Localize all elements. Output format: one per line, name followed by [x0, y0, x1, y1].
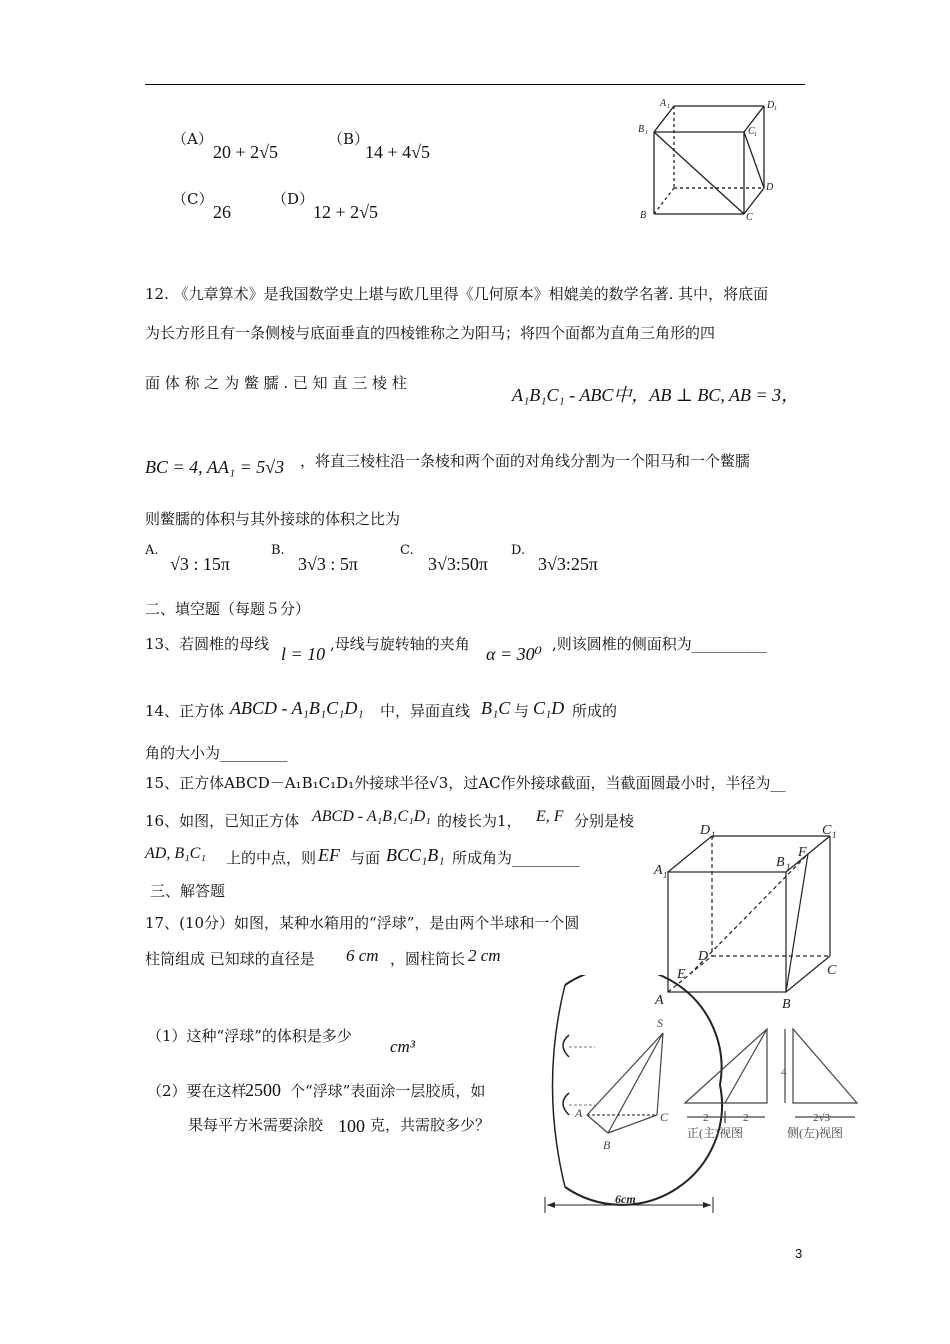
- q16-label-c1: C: [822, 823, 832, 838]
- q16-text-e: 与面: [350, 849, 381, 867]
- q17-line2-b: ，圆柱筒长: [390, 950, 466, 968]
- q14-line2: 角的大小为_________: [145, 744, 288, 762]
- q17-label-a: A: [575, 1106, 583, 1120]
- q17-label-s: S: [657, 1016, 663, 1030]
- q16-label-b1-sub: 1: [786, 862, 791, 872]
- q17-front-view-label: 正(主)视图: [687, 1126, 743, 1140]
- q17-math-2500: 2500: [245, 1080, 281, 1100]
- q17-math-100: 100: [338, 1116, 365, 1136]
- q11-a-label: （A）: [172, 130, 213, 148]
- q17-part2-a: （2）要在这样: [147, 1082, 247, 1100]
- q17-line1: 17、(10分）如图，某种水箱用的“浮球”，是由两个半球和一个圆: [145, 914, 580, 932]
- q16-label-a1: A: [654, 863, 663, 878]
- q12-line1: 12. 《九章算术》是我国数学史上堪与欧几里得《几何原本》相媲美的数学名著. 其中，将底面: [145, 285, 769, 303]
- q15-line: 15、正方体ABCD－A₁B₁C₁D₁外接球半径√3，过AC作外接球截面，当截面圆最小时，半径为__: [145, 774, 786, 792]
- q16-text-a: 16、如图，已知正方体: [145, 812, 300, 830]
- q14-math-cube: ABCD - A₁B₁C₁D₁: [230, 698, 364, 718]
- q12-line2: 为长方形且有一条侧棱与底面垂直的四棱锥称之为阳马；将四个面都为直角三角形的四: [145, 324, 716, 342]
- q11-a-value: 20 + 2√5: [213, 142, 279, 162]
- q12-line5: 则鳖臑的体积与其外接球的体积之比为: [145, 510, 401, 528]
- q16-label-c1-sub: 1: [832, 830, 837, 840]
- q14-text-d: 所成的: [572, 702, 618, 720]
- q17-label-c: C: [660, 1110, 669, 1124]
- q16-text-c: 分别是棱: [574, 812, 635, 830]
- q17-side-dim-width: 2√3: [813, 1112, 831, 1124]
- q16-math-face: BCC₁B₁: [386, 845, 445, 865]
- q16-label-a: A: [655, 993, 664, 1008]
- q17-math-6cm: 6 cm: [346, 946, 379, 965]
- q16-text-f: 所成角为_________: [452, 849, 580, 867]
- q17-side-view-label: 侧(左)视图: [787, 1126, 843, 1140]
- q11-label-c: C: [746, 212, 753, 223]
- q11-label-c1: C: [748, 126, 755, 137]
- page-number: 3: [795, 1246, 803, 1261]
- q17-math-cm3: cm³: [390, 1037, 415, 1056]
- q17-label-b: B: [603, 1138, 611, 1152]
- q11-label-a1-sub: 1: [667, 104, 670, 110]
- q16-math-ef: E, F: [536, 808, 564, 825]
- q12-opt-a-label: A.: [145, 543, 159, 558]
- q11-label-d1-sub: 1: [774, 106, 777, 112]
- q11-d-value: 12 + 2√5: [313, 202, 379, 222]
- q12-line4-math: BC = 4, AA₁ = 5√3: [145, 457, 285, 477]
- q13-text-b: ,母线与旋转轴的夹角: [330, 635, 470, 653]
- q16-math-edges: AD, B₁C₁: [145, 845, 206, 862]
- q12-opt-a: √3 : 15π: [170, 554, 230, 574]
- q16-label-c: C: [827, 963, 837, 978]
- q17-part1: （1）这种“浮球”的体积是多少: [147, 1027, 352, 1045]
- q11-c-label: （C）: [172, 190, 214, 208]
- q11-c-value: 26: [213, 202, 231, 222]
- q16-label-d1-sub: 1: [711, 830, 716, 840]
- q12-opt-c-label: C.: [400, 543, 414, 558]
- q17-front-dim-1: 2: [703, 1112, 709, 1124]
- section-answer-title: 三、解答题: [150, 882, 226, 900]
- q16-math-cube: ABCD - A₁B₁C₁D₁: [312, 808, 431, 825]
- q11-label-d: D: [766, 182, 774, 193]
- q16-text-d: 上的中点，则: [226, 849, 317, 867]
- q17-part2-b: 个“浮球”表面涂一层胶质，如: [290, 1082, 486, 1100]
- q17-part3-a: 果每平方米需要涂胶: [188, 1116, 324, 1134]
- q12-line3-text: 面 体 称 之 为 鳖 臑 . 已 知 直 三 棱 柱: [145, 374, 407, 392]
- q12-opt-d-label: D.: [511, 543, 526, 558]
- q12-opt-b-label: B.: [271, 543, 285, 558]
- q11-b-label: （B）: [328, 130, 370, 148]
- q17-part3-b: 克，共需胶多少？: [370, 1116, 491, 1134]
- header-rule: [145, 84, 805, 85]
- q11-label-d1: D: [767, 100, 775, 111]
- q14-text-a: 14、正方体: [145, 702, 225, 720]
- section-fill-in-title: 二、填空题（每题５分）: [145, 600, 311, 618]
- q13-text-c: ,则该圆椎的侧面积为__________: [552, 635, 767, 653]
- q16-label-a1-sub: 1: [663, 870, 668, 880]
- q17-dim-label: 6cm: [615, 1192, 636, 1206]
- q16-label-d: D: [698, 949, 709, 964]
- q11-label-b1: B: [638, 124, 645, 135]
- q12-opt-d: 3√3:25π: [538, 554, 598, 574]
- q11-b-value: 14 + 4√5: [365, 142, 431, 162]
- q11-label-c1-sub: 1: [754, 132, 757, 138]
- q14-text-c: 与: [514, 702, 530, 720]
- q16-label-b1: B: [776, 855, 785, 870]
- q17-math-2cm: 2 cm: [468, 946, 501, 965]
- q17-front-dim-2: 2: [743, 1112, 749, 1124]
- q11-cube-figure: [636, 96, 786, 236]
- q11-d-label: （D）: [272, 190, 315, 208]
- q11-label-b1-sub: 1: [645, 130, 648, 136]
- q13-text-a: 13、若圆椎的母线: [145, 635, 270, 653]
- q17-line2-a: 柱筒组成 已知球的直径是: [145, 950, 315, 968]
- q12-line4-text: ，将直三棱柱沿一条棱和两个面的对角线分割为一个阳马和一个鳖臑: [300, 452, 751, 470]
- q12-opt-c: 3√3:50π: [428, 554, 488, 574]
- q12-line3-math: A₁B₁C₁ - ABC中，AB ⊥ BC, AB = 3，: [512, 385, 800, 405]
- q16-math-ef2: EF: [318, 845, 340, 865]
- q13-math-alpha: α = 30⁰: [486, 644, 542, 664]
- q14-math-c1d: C₁D: [533, 698, 565, 718]
- q17-side-dim-height: 4: [781, 1066, 787, 1078]
- q16-label-f: F: [798, 845, 807, 860]
- q16-label-d1: D: [700, 823, 711, 838]
- q16-text-b: 的棱长为1，: [437, 812, 522, 830]
- q14-text-b: 中，异面直线: [380, 702, 471, 720]
- q17-figure: [535, 975, 870, 1220]
- q12-opt-b: 3√3 : 5π: [298, 554, 358, 574]
- q14-math-b1c: B₁C: [481, 698, 511, 718]
- q16-label-e: E: [677, 967, 686, 982]
- q13-math-l: l = 10: [281, 644, 326, 664]
- q11-label-a1: A: [660, 98, 667, 109]
- q11-label-b: B: [640, 210, 647, 221]
- q16-label-b: B: [782, 997, 791, 1010]
